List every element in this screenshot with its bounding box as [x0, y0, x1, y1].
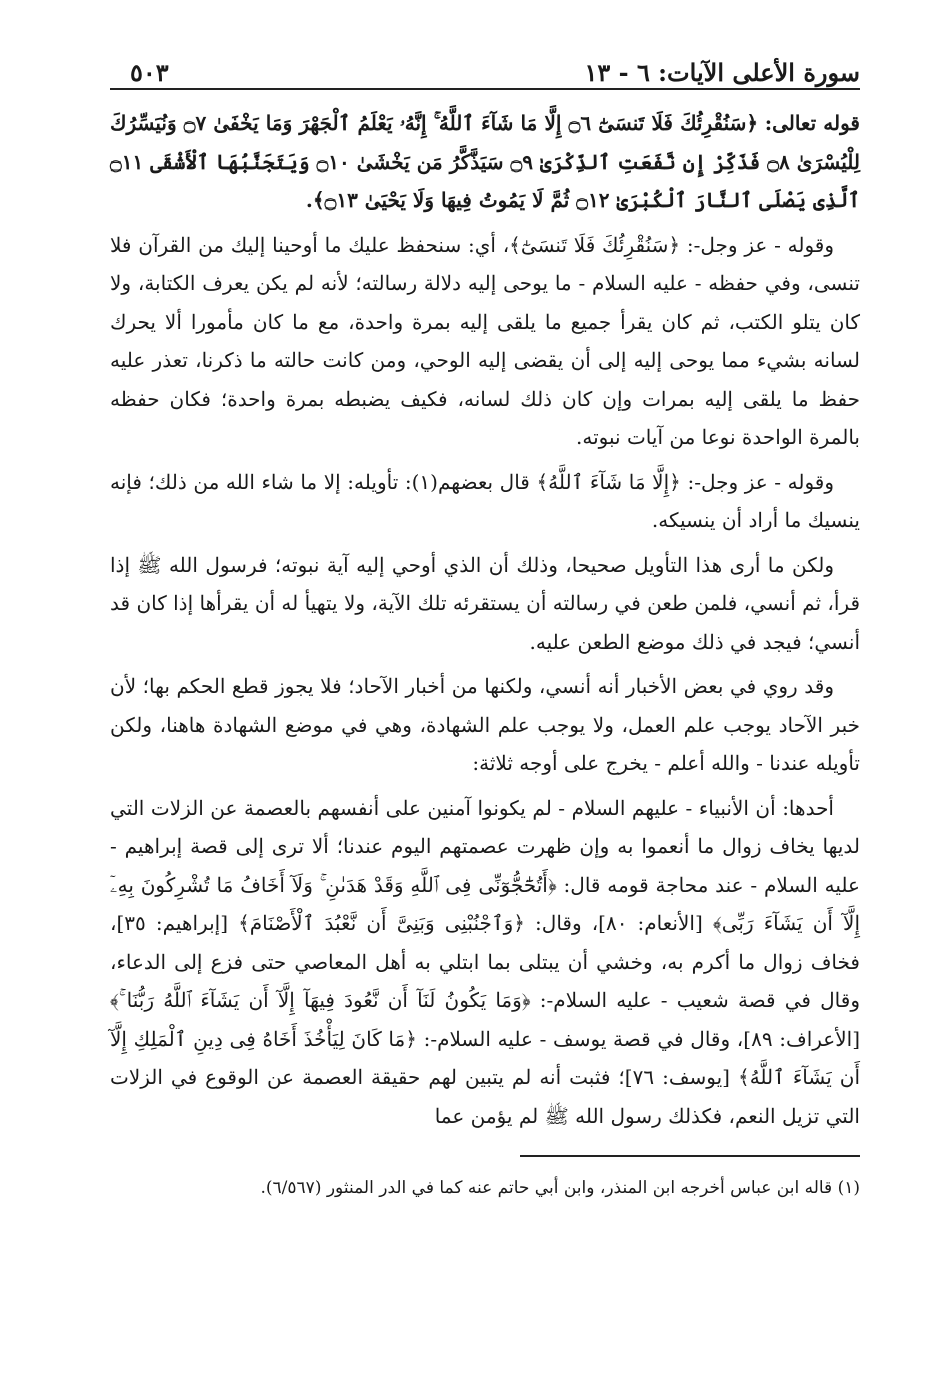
footnote-divider — [520, 1155, 860, 1157]
paragraph-verses — [110, 104, 860, 220]
footnote: (١) قاله ابن عباس أخرجه ابن المنذر، وابن أبي حاتم عنه كما في الدر المنثور (٦/٥٦٧). — [260, 1178, 860, 1198]
running-title: سورة الأعلى الآيات: ٦ - ١٣ — [584, 58, 860, 87]
paragraph — [110, 667, 860, 783]
paragraph-text: وقوله - عز وجل-: ﴿سَنُقْرِئُكَ فَلَا تَنسَىٰٓ﴾، أي: سنحفظ عليك ما أوحينا إليك من القرآن فلا تنسى، وفي حفظه - عليه السلام - ما يوحى إليه دلالة رسالته؛ لأنه لم يكن يعرف الكتابة، ولا كان يتلو الكتب، ثم كان يقرأ جميع ما يلقى إليه بمرة واحدة، مع ما كان مأمورا ألا يحرك لسانه بشيء مما يوحى إليه إلى أن يقضى إليه الوحي، ومن كانت حالته ما ذكرنا، تعذر عليه حفظ ما يلقى إليه بمرات وإن كان ذلك لسانه، فكيف يضبطه بمرة واحدة؛ فكان حفظه بالمرة الواحدة نوعا من آيات نبوته. — [110, 232, 860, 449]
paragraph — [110, 789, 860, 1136]
paragraph-text: وقوله - عز وجل-: ﴿إِلَّا مَا شَآءَ ٱللَّهُ﴾ قال بعضهم(١): تأويله: إلا ما شاء الله من ذلك؛ فإنه ينسيك ما أراد أن ينسيكه. — [110, 469, 860, 532]
paragraph-text: ولكن ما أرى هذا التأويل صحيحا، وذلك أن الذي أوحي إليه آية نبوته؛ فرسول الله ﷺ إذا قرأ، ثم أنسي، فلمن طعن في رسالته أن يستقرئه تلك الآية، ولا يتهيأ له أن يقرأها إذا كان قد أنسي؛ فيجد في ذلك موضع الطعن عليه. — [110, 552, 861, 654]
page-header — [110, 48, 860, 90]
page-number: ٥٠٣ — [130, 58, 169, 87]
book-page — [110, 48, 860, 1201]
paragraph-lead: قوله تعالى: — [764, 111, 860, 135]
paragraph — [110, 546, 860, 662]
body-text — [110, 104, 860, 1135]
paragraph-text: أحدها: أن الأنبياء - عليهم السلام - لم يكونوا آمنين على أنفسهم بالعصمة عن الزلات التي لديها يخاف زوال ما أنعموا به وإن ظهرت عصمتهم اليوم عندنا؛ ألا ترى إلى قصة إبراهيم - عليه السلام - عند محاجة قومه قال: ﴿أَتُحَٰٓجُّوٓنِّى فِى ٱللَّهِ وَقَدْ هَدَىٰنِ ۚ وَلَآ أَخَافُ مَا تُشْرِكُونَ بِهِۦٓ إِلَّآ أَن يَشَآءَ رَبِّى﴾ [الأنعام: ٨٠]، وقال: ﴿وَٱجْنُبْنِى وَبَنِىَّ أَن نَّعْبُدَ ٱلْأَصْنَامَ﴾ [إبراهيم: ٣٥]، فخاف زوال ما أكرم به، وخشي أن يبتلى بما ابتلي به أهل المعاصي حتى فزع إلى الدعاء، وقال في قصة شعيب - عليه السلام-: ﴿وَمَا يَكُونُ لَنَآ أَن نَّعُودَ فِيهَآ إِلَّآ أَن يَشَآءَ ٱللَّهُ رَبُّنَا ۚ﴾ [الأعراف: ٨٩]، وقال في قصة يوسف - عليه السلام-: ﴿مَا كَانَ لِيَأْخُذَ أَخَاهُ فِى دِينِ ٱلْمَلِكِ إِلَّآ أَن يَشَآءَ ٱللَّهُ﴾ [يوسف: ٧٦]؛ فثبت أنه لم يتبين لهم حقيقة العصمة عن الوقوع في الزلات التي تزيل النعم، فكذلك رسول الله ﷺ لم يؤمن عما — [110, 795, 861, 1128]
paragraph — [110, 226, 860, 457]
paragraph-text: وقد روي في بعض الأخبار أنه أنسي، ولكنها من أخبار الآحاد؛ فلا يجوز قطع الحكم بها؛ لأن خبر الآحاد يوجب علم العمل، ولا يوجب علم الشهادة، وهي في موضع الشهادة هاهنا، ولكن تأويله عندنا - والله أعلم - يخرج على أوجه ثلاثة: — [110, 674, 860, 775]
paragraph — [110, 463, 860, 540]
paragraph-text: ﴿سَنُقْرِئُكَ فَلَا تَنسَىٰٓ ۝٦ إِلَّا مَا شَآءَ ٱللَّهُ ۚ إِنَّهُۥ يَعْلَمُ ٱلْجَهْرَ وَمَا يَخْفَىٰ ۝٧ وَنُيَسِّرُكَ لِلْيُسْرَىٰ ۝٨ فَذَكِّرْ إِن نَّفَعَتِ ٱلذِّكْرَىٰ ۝٩ سَيَذَّكَّرُ مَن يَخْشَىٰ ۝١٠ وَيَتَجَنَّبُهَا ٱلْأَشْقَى ۝١١ ٱلَّذِى يَصْلَى ٱلنَّارَ ٱلْكُبْرَىٰ ۝١٢ ثُمَّ لَا يَمُوتُ فِيهَا وَلَا يَحْيَىٰ ۝١٣﴾. — [110, 111, 861, 212]
